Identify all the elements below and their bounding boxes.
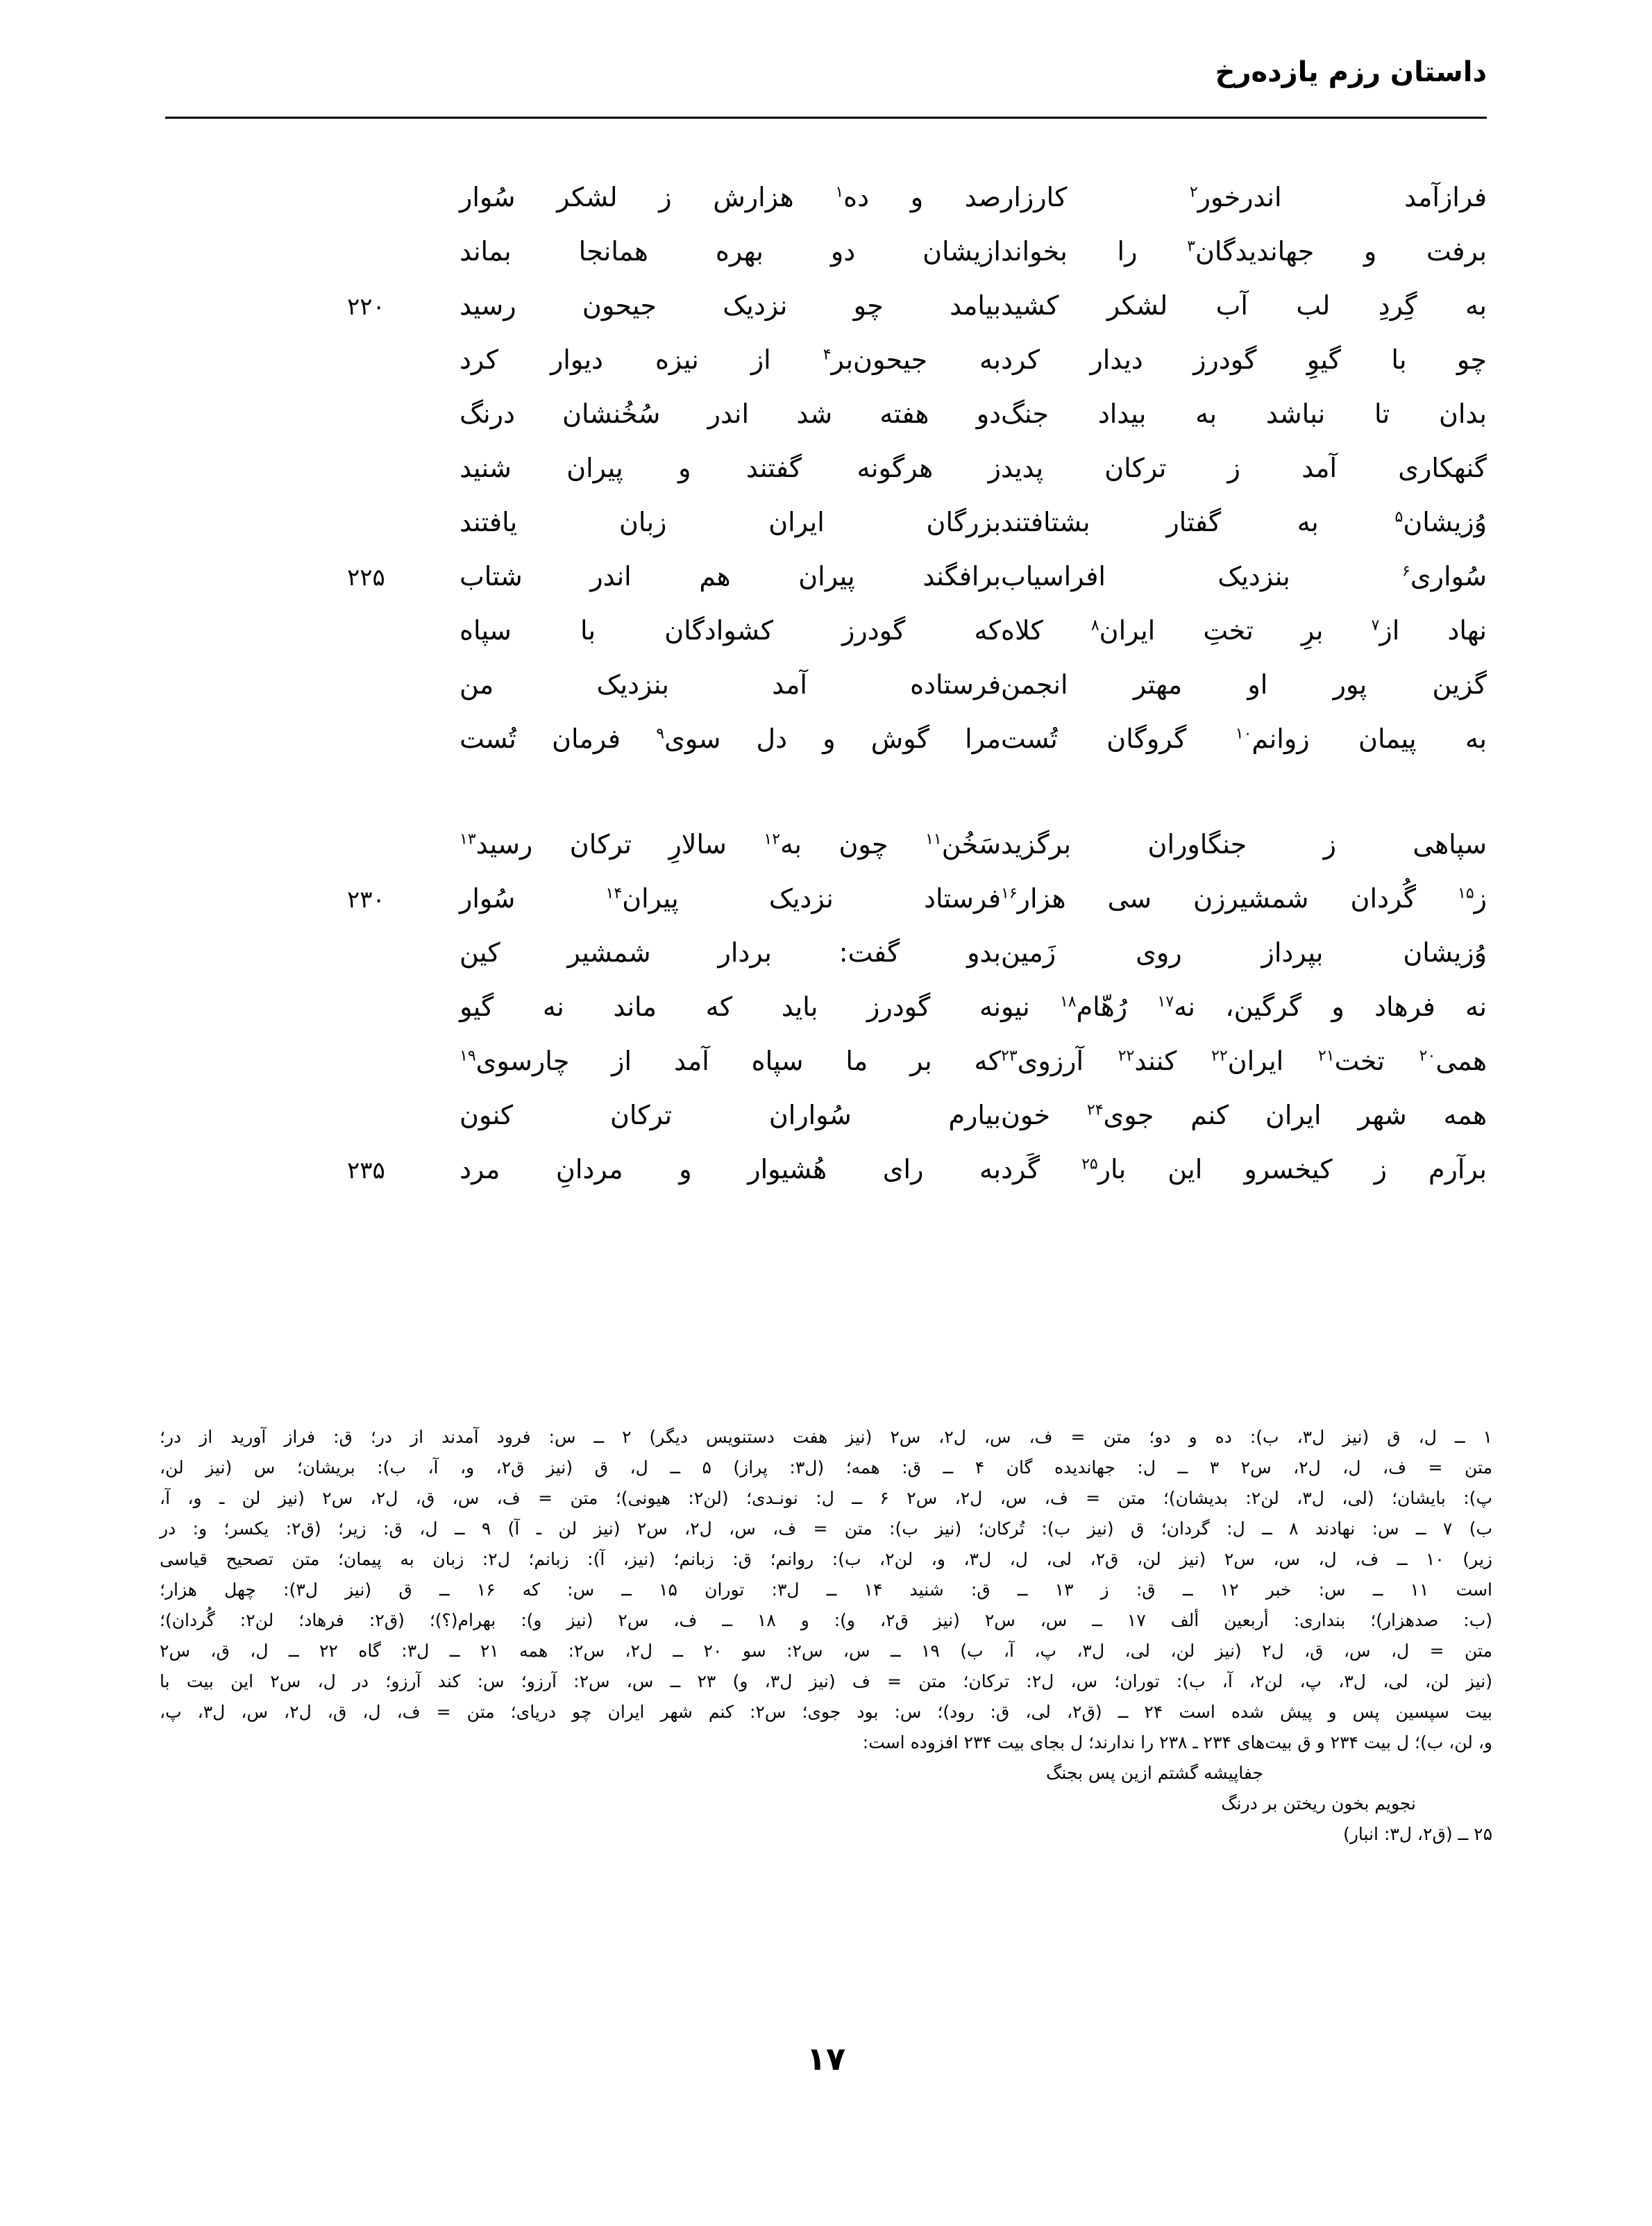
apparatus-line: است ۱۱ ــ س: خبر ۱۲ ــ ق: ز ۱۳ ــ ق: شنید ۱۴ ــ ل۳: توران ۱۵ ــ س: که ۱۶ ــ ق (نیز ل۳): چهل هزار؛ (160, 1580, 1493, 1600)
verse-word: را (1117, 236, 1138, 267)
verse-word: و (1363, 236, 1377, 267)
hemistich-right (428, 399, 1001, 429)
verse-word: کشوادگان (664, 615, 773, 646)
verse-word: تا (1374, 399, 1390, 429)
apparatus-quoted-hemistich-b: نجویم بخون ریختن بر درنگ (1221, 1793, 1416, 1814)
verse-word: ازیشان (922, 236, 1001, 267)
hemistich-left (1001, 399, 1487, 429)
verse-word: آمد (673, 1046, 709, 1076)
hemistich-left (1001, 615, 1487, 646)
verse-word: به$^{۱۲}$ (764, 829, 802, 860)
critical-apparatus (160, 1422, 1492, 1850)
verse-word: گودرز (1193, 344, 1257, 375)
verse-word: درنگ (460, 399, 515, 429)
verse-line (165, 236, 1487, 290)
verse-word: شمشیر (567, 937, 651, 968)
verse-word: شد (796, 399, 833, 429)
verse-word: پیران (798, 561, 855, 592)
verse-word: کارزار (1001, 182, 1068, 212)
verse-word: ایران$^۸$ (1090, 615, 1156, 646)
verse-number: ۲۲۵ (347, 564, 385, 592)
hemistich-left (1001, 453, 1487, 483)
verse-word: پیران$^{۱۴}$ (605, 883, 679, 914)
verse-word: سُواری$^۶$ (1402, 561, 1487, 592)
verse-word: بنزدیک (1217, 561, 1290, 592)
verse-word: بیداد (1097, 399, 1147, 429)
verse-word: سپاهی (1413, 829, 1487, 860)
verse-word: همه (1443, 1100, 1487, 1130)
verse-word: هزار$^{۱۶}$ (1001, 883, 1066, 914)
footnote-marker: ۸ (1090, 617, 1099, 635)
verse-word: آمد (1301, 453, 1338, 483)
verse-word: گیو (460, 991, 494, 1022)
verse-word: فرمان (552, 723, 621, 754)
hemistich-right (428, 1154, 1001, 1185)
apparatus-line: و، لن، ب)؛ ل بیت ۲۳۴ و ق بیت‌های ۲۳۴ ـ ۲۳۸ را ندارند؛ ل بجای بیت ۲۳۴ افزوده است: (862, 1732, 1492, 1752)
verse-word: گرگین، (1225, 991, 1302, 1022)
hemistich-left (1001, 1100, 1487, 1130)
verse-word: جوی$^{۲۴}$ (1086, 1100, 1154, 1130)
apparatus-line: (ب: صدهزار)؛ بنداری: أربعین ألف ۱۷ ــ س، س۲ (نیز ق۲، و): و ۱۸ ــ ف، س۲ (نیز و): بهرام(؟)؛ (ق۲: فرهاد؛ لن۲: گُردان)؛ (160, 1610, 1492, 1630)
hemistich-left (1001, 507, 1487, 537)
verse-word: که (974, 615, 1001, 646)
verse-word: گیوِ (1306, 344, 1341, 375)
verse-word: ترکان (569, 829, 632, 860)
verse-word: نیو (1001, 991, 1030, 1022)
verse-word: سالارِ (668, 829, 727, 860)
verse-word: زوانم$^{۱۰}$ (1235, 723, 1310, 754)
verse-word: گفتار (1166, 507, 1222, 537)
verse-word: جنگ (1001, 399, 1050, 429)
verse-word: ایران$^{۲۲}$ (1211, 1046, 1284, 1076)
verse-word: لشکر (1106, 290, 1168, 321)
verse-word: این (1168, 1154, 1203, 1185)
verse-word: برفت (1426, 236, 1487, 267)
verse-word: چو (1456, 344, 1487, 375)
verse-line (165, 615, 1487, 669)
verse-word: به (1195, 399, 1217, 429)
verse-word: خون (1001, 1100, 1051, 1130)
verse-word: برگزید (1001, 829, 1072, 860)
footnote-marker: ۵ (1394, 508, 1404, 526)
hemistich-left (1001, 723, 1487, 754)
verse-word: نزدیک (723, 290, 788, 321)
verse-word: آرزوی$^{۲۳}$ (1001, 1046, 1084, 1076)
verse-word: و (678, 453, 691, 483)
apparatus-line: زیر) ۱۰ ــ ف، ل، س، س۲ (نیز لن، ق۲، لی، ل، ل۳، و، لن۲، ب): روانم؛ ق: زبانم؛ (نیز، آ): زبانم؛ ل۲: زبان به پیمان؛ متن تصحیح قیاسی (160, 1549, 1492, 1569)
hemistich-right (428, 182, 1001, 212)
verse-line (165, 883, 1487, 937)
verse-word: رسید (460, 290, 516, 321)
hemistich-right (428, 723, 1001, 754)
verse-word: و (823, 723, 836, 754)
verse-word: با (580, 615, 596, 646)
verse-word: ز$^{۱۵}$ (1458, 883, 1487, 914)
footnote-marker: ۲۲ (1118, 1047, 1135, 1065)
verse-word: سوی$^۹$ (656, 723, 721, 754)
verse-word: به (979, 1154, 1001, 1185)
hemistich-left (1001, 236, 1487, 267)
verse-word: جهاندیدگان$^۳$ (1187, 236, 1315, 267)
verse-word: سُوار (460, 182, 516, 212)
verse-word: جیحون‌بر$^۴$ (823, 344, 928, 375)
verse-line (165, 507, 1487, 561)
verse-word: با (1391, 344, 1407, 375)
verse-word: بردار (718, 937, 772, 968)
verse-word: لب (1296, 290, 1331, 321)
verse-line (165, 344, 1487, 399)
verse-line (165, 182, 1487, 236)
verse-word: بماند (460, 236, 512, 267)
verse-word: سپاه (751, 1046, 804, 1076)
verse-block (165, 829, 1487, 1208)
verse-word: من (460, 669, 494, 700)
verse-word: بیامد (950, 290, 1001, 321)
hemistich-left (1001, 182, 1487, 212)
footnote-marker: ۴ (823, 346, 832, 364)
verse-word: آب (1215, 290, 1248, 321)
hemistich-right (428, 1100, 1001, 1130)
verse-word: سُواران (768, 1100, 852, 1130)
verse-word: انجمن (1001, 669, 1068, 700)
verse-block (165, 182, 1487, 778)
verse-word: صد (964, 182, 1001, 212)
hemistich-left (1001, 991, 1487, 1022)
verse-word: مهتر (1133, 669, 1183, 700)
footnote-marker: ۱۳ (460, 830, 476, 848)
hemistich-right (428, 937, 1001, 968)
verse-word: از (750, 344, 771, 375)
verse-word: نیزه (655, 344, 699, 375)
verse-number: ۲۳۰ (347, 886, 385, 914)
verse-word: اندرخور$^۲$ (1189, 182, 1282, 212)
verse-word: بیارم (948, 1100, 1001, 1130)
verse-word: دیوار (550, 344, 603, 375)
verse-word: اندر (590, 561, 632, 592)
footnote-marker: ۲۵ (1081, 1155, 1098, 1173)
verse-word: هُشیوار (748, 1154, 827, 1185)
verse-word: شنید (460, 453, 512, 483)
verse-word: رُهّام$^{۱۸}$ (1059, 991, 1128, 1022)
verse-word: شهر (1358, 1100, 1407, 1130)
verse-word: همی$^{۲۰}$ (1419, 1046, 1487, 1076)
verse-word: نه$^{۱۷}$ (1157, 991, 1196, 1022)
footnote-marker: ۶ (1402, 562, 1410, 580)
verse-word: که (974, 1046, 1001, 1076)
verse-word: و (910, 182, 924, 212)
verse-word: گزین (1432, 669, 1487, 700)
verse-word: سپاه (460, 615, 512, 646)
verse-word: به (979, 344, 1001, 375)
verse-word: نه (1465, 991, 1487, 1022)
hemistich-right (428, 883, 1001, 914)
verse-line (165, 399, 1487, 453)
apparatus-line: متن = ف، ل، ل۲، س۲ ۳ ــ ل: جهاندیده گان ۴ ــ ق: همه؛ (ل۳: پراز) ۵ ــ ل، ق (نیز ق۲، و، آ، ب): بریشان؛ س (نیز لن، (160, 1457, 1492, 1478)
verse-word: به (1465, 723, 1487, 754)
verse-word: جنگاوران (1147, 829, 1247, 860)
hemistich-right (428, 615, 1001, 646)
verse-word: کرد (460, 344, 498, 375)
verse-line (165, 991, 1487, 1046)
verse-word: ز (659, 182, 672, 212)
verse-word: آمد (772, 669, 807, 700)
footnote-marker: ۳ (1187, 237, 1195, 256)
verse-word: نه (542, 991, 564, 1022)
verse-word: سُخُنشان (562, 399, 661, 429)
verse-line (165, 1100, 1487, 1154)
footnote-marker: ۲۰ (1419, 1047, 1436, 1065)
verse-word: گودرز (842, 615, 906, 646)
verse-word: ما (845, 1046, 868, 1076)
footnote-marker: ۱۲ (764, 830, 781, 848)
verse-word: هم (699, 561, 731, 592)
apparatus-line: متن = ل، س، ق، ل۲ (نیز لن، لی، ل۳، پ، آ، ب) ۱۹ ــ س، س۲: سو ۲۰ ــ ل۲، س۲: همه ۲۱ ــ ل۳: گاه ۲۲ ــ ل، ق، س۲ (160, 1641, 1492, 1661)
verse-word: فرهاد (1374, 991, 1435, 1022)
verse-word: فرستاده (910, 669, 1001, 700)
hemistich-left (1001, 669, 1487, 700)
verse-word: اندر (707, 399, 750, 429)
hemistich-right (428, 669, 1001, 700)
verse-word: باید (781, 991, 818, 1022)
running-head-rule (165, 117, 1487, 119)
hemistich-left (1001, 937, 1487, 968)
verse-word: بشتافتند (1001, 507, 1090, 537)
verse-word: سُوار (460, 883, 516, 914)
verse-word: برافگند (922, 561, 1001, 592)
verse-word: که (705, 991, 733, 1022)
verse-word: مرا (965, 723, 1001, 754)
verse-word: بخواند (1001, 236, 1068, 267)
verse-word: چون (838, 829, 888, 860)
apparatus-line: بیت سپسین پس و پیش شده است ۲۴ ــ (ق۲، لی، ق: رود)؛ س: بود جوی؛ س۲: کنم شهر ایران چو دریای؛ متن = ف، ل، ق، ل۲، س، ل۳، پ، (160, 1702, 1492, 1722)
apparatus-line: (نیز لن، لی، ل۳، پ، لن۲، آ، ب): توران؛ س، ل۲: ترکان؛ متن = ف (نیز ل۳، و) ۲۳ ــ س، س۲: آرزو؛ س: کند آرزو؛ در ل، س۲ این بیت با (160, 1671, 1492, 1691)
verse-word: بنزدیک (596, 669, 669, 700)
verse-word: چو (853, 290, 884, 321)
apparatus-line: ب) ۷ ــ س: نهادند ۸ ــ ل: گردان؛ ق (نیز ب): تُرکان؛ (نیز ب): متن = ف، س، ل۲، س۲ (نیز لن ـ آ) ۹ ــ ل، ق: زیر؛ (ق۲: یکسر؛ و: در (160, 1518, 1492, 1539)
verse-word: گفتند (745, 453, 802, 483)
verse-word: به (1465, 290, 1487, 321)
running-head-title: داستان رزم یازده‌رخ (1215, 56, 1487, 88)
verse-word: ماند (613, 991, 657, 1022)
footnote-marker: ۲۴ (1086, 1101, 1104, 1119)
footnote-marker: ۱۰ (1235, 725, 1252, 743)
verse-word: گِردِ (1378, 290, 1417, 321)
verse-word: رای (882, 1154, 924, 1185)
verse-word: بدو (967, 937, 1001, 968)
verse-word: فرستاد (924, 883, 1001, 914)
verse-word: وُزیشان$^۵$ (1394, 507, 1487, 537)
verse-word: گَرد (1001, 1154, 1040, 1185)
verse-word: لشکر (557, 182, 618, 212)
verse-word: ایران (768, 507, 825, 537)
verse-word: نهاد (1447, 615, 1487, 646)
footnote-marker: ۷ (1371, 617, 1380, 635)
hemistich-right (428, 829, 1001, 860)
verse-word: بر (910, 1046, 932, 1076)
verse-word: ترکان (609, 1100, 673, 1130)
verse-word: هفته (879, 399, 929, 429)
footnote-marker: ۱۹ (460, 1047, 476, 1065)
verse-word: چارسوی$^{۱۹}$ (460, 1046, 570, 1076)
verse-word: گودرز (867, 991, 931, 1022)
hemistich-right (428, 453, 1001, 483)
verse-word: سَخُن$^{۱۱}$ (925, 829, 1001, 860)
verse-word: کشید (1001, 290, 1059, 321)
verse-word: وُزیشان (1403, 937, 1487, 968)
verse-word: از (612, 1046, 632, 1076)
verse-word: رسید$^{۱۳}$ (460, 829, 533, 860)
verse-word: تُست (460, 723, 516, 754)
verse-line (165, 561, 1487, 615)
hemistich-left (1001, 561, 1487, 592)
footnote-marker: ۱۷ (1157, 993, 1174, 1011)
verse-word: ایران (1265, 1100, 1322, 1130)
verse-word: شمشیرزن (1193, 883, 1309, 914)
hemistich-right (428, 561, 1001, 592)
verse-word: بپرداز (1261, 937, 1324, 968)
verse-number: ۲۳۵ (347, 1157, 385, 1185)
footnote-marker: ۲۳ (1001, 1047, 1018, 1065)
verse-word: شتاب (460, 561, 523, 592)
verse-line (165, 669, 1487, 723)
verse-word: زَمین (1001, 937, 1056, 968)
verse-word: هزارش (713, 182, 794, 212)
verse-word: پیران (566, 453, 623, 483)
verse-word: برِ (1301, 615, 1324, 646)
hemistich-left (1001, 1154, 1487, 1185)
hemistich-left (1001, 883, 1487, 914)
apparatus-quoted-hemistich-a: جفاپیشه گشتم ازین پس بجنگ (1046, 1763, 1263, 1783)
verse-word: به (1297, 507, 1319, 537)
footnote-marker: ۲۱ (1317, 1047, 1335, 1065)
verse-word: دو (830, 236, 856, 267)
verse-line (165, 290, 1487, 344)
verse-word: بدان (1439, 399, 1487, 429)
verse-word: ده$^۱$ (835, 182, 870, 212)
verse-word: کلاه (1001, 615, 1043, 646)
verse-word: و (679, 1154, 692, 1185)
footnote-marker: ۱ (835, 183, 844, 201)
verse-word: تُست (1001, 723, 1058, 754)
footnote-marker: ۲ (1189, 183, 1198, 201)
verse-line (165, 723, 1487, 778)
verse-word: ز (1323, 829, 1336, 860)
verse-word: گوش (870, 723, 929, 754)
verse-word: افراسیاب (1001, 561, 1106, 592)
verse-word: سی (1107, 883, 1152, 914)
verse-line (165, 829, 1487, 883)
verse-word: و (1331, 991, 1345, 1022)
verse-word: دل (756, 723, 788, 754)
apparatus-line: پ): بایشان؛ (لی، ل۳، لن۲: بدیشان)؛ متن = ف، س، ل۲، س۲ ۶ ــ ل: نونـدی؛ (لن۲: هیونی)؛ متن = ف، س، ق، ل۲، س۲ (نیز لن ـ و، آ، (160, 1488, 1492, 1508)
verse-word: نه (979, 991, 1001, 1022)
footnote-marker: ۲۲ (1211, 1047, 1228, 1065)
footnote-marker: ۹ (656, 725, 665, 743)
verse-word: زبان (619, 507, 667, 537)
verse-word: او (1247, 669, 1268, 700)
hemistich-left (1001, 290, 1487, 321)
verse-word: یافتند (460, 507, 518, 537)
footnote-marker: ۱۴ (605, 885, 623, 903)
verse-body (165, 182, 1487, 1260)
verse-word: بزرگان (926, 507, 1001, 537)
verse-word: روی (1136, 937, 1182, 968)
verse-line (165, 1154, 1487, 1208)
verse-word: ز (1227, 453, 1240, 483)
verse-word: همانجا (578, 236, 648, 267)
verse-word: بهره (715, 236, 764, 267)
verse-line (165, 453, 1487, 507)
verse-line (165, 1046, 1487, 1100)
verse-word: دیدار (1090, 344, 1143, 375)
verse-word: گُردان (1350, 883, 1416, 914)
verse-word: هرگونه (857, 453, 934, 483)
verse-word: مردانِ (555, 1154, 623, 1185)
footnote-marker: ۱۵ (1458, 885, 1474, 903)
apparatus-line: ۱ ــ ل، ق (نیز ل۳، ب): ده و دو؛ متن = ف، س، ل۲، س۲ (نیز هفت دستنویس دیگر) ۲ ــ س: فرود آمدند از در؛ ق: فراز آورید از در؛ (160, 1427, 1492, 1447)
footnote-marker: ۱۶ (1001, 885, 1018, 903)
verse-number: ۲۲۰ (347, 293, 385, 321)
hemistich-left (1001, 829, 1487, 860)
hemistich-right (428, 991, 1001, 1022)
verse-word: ز (1374, 1154, 1387, 1185)
verse-word: کنم (1190, 1100, 1229, 1130)
verse-word: پیمان (1358, 723, 1417, 754)
footnote-marker: ۱۱ (925, 830, 942, 848)
verse-word: برآرم (1428, 1154, 1487, 1185)
verse-word: کیخسرو (1244, 1154, 1333, 1185)
verse-word: پدید (1001, 453, 1044, 483)
verse-word: نزدیک (768, 883, 834, 914)
verse-word: نباشد (1265, 399, 1326, 429)
verse-word: کین (460, 937, 500, 968)
verse-word: از$^۷$ (1371, 615, 1400, 646)
apparatus-tail-line: ۲۵ ــ (ق۲، ل۳: انبار) (1343, 1824, 1492, 1844)
verse-word: ترکان (1104, 453, 1167, 483)
hemistich-right (428, 290, 1001, 321)
verse-word: دو (976, 399, 1001, 429)
verse-word: کنند$^{۲۲}$ (1118, 1046, 1177, 1076)
verse-word: گنهکاری (1398, 453, 1487, 483)
verse-word: گروگان (1106, 723, 1187, 754)
verse-word: تختِ (1203, 615, 1254, 646)
footnote-marker: ۱۸ (1059, 993, 1077, 1011)
verse-word: تخت$^{۲۱}$ (1317, 1046, 1385, 1076)
hemistich-left (1001, 344, 1487, 375)
verse-word: فرازآمد (1404, 182, 1487, 212)
hemistich-right (428, 344, 1001, 375)
verse-word: پور (1333, 669, 1367, 700)
running-head (165, 58, 1487, 135)
hemistich-right (428, 236, 1001, 267)
folio-number: ۱۷ (806, 2040, 846, 2077)
hemistich-left (1001, 1046, 1487, 1076)
verse-line (165, 937, 1487, 991)
hemistich-right (428, 1046, 1001, 1076)
verse-word: کرد (1001, 344, 1040, 375)
verse-word: کنون (460, 1100, 514, 1130)
verse-word: ز (988, 453, 1001, 483)
verse-word: بار$^{۲۵}$ (1081, 1154, 1127, 1185)
verse-word: جیحون (582, 290, 657, 321)
hemistich-right (428, 507, 1001, 537)
verse-word: مرد (460, 1154, 500, 1185)
verse-word: گفت: (838, 937, 900, 968)
